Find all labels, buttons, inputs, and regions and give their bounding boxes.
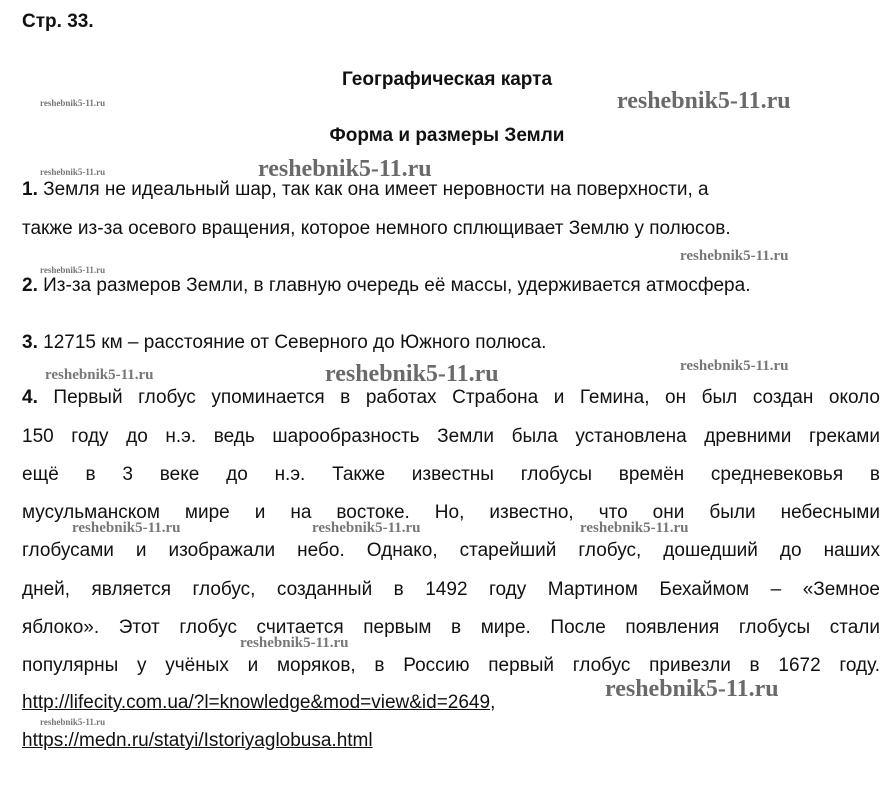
answer-text: Первый глобус упоминается в работах Страбона и Гемина, он был создан около xyxy=(53,387,880,408)
watermark: reshebnik5-11.ru xyxy=(680,248,789,264)
watermark: reshebnik5-11.ru xyxy=(312,520,421,536)
page-title: Географическая карта xyxy=(341,69,553,90)
answer-text: Из-за размеров Земли, в главную очередь её массы, удерживается атмосфера. xyxy=(43,275,751,296)
watermark: reshebnik5-11.ru xyxy=(680,358,789,374)
watermark: reshebnik5-11.ru xyxy=(40,717,106,727)
item-number: 2. xyxy=(22,275,38,296)
watermark: reshebnik5-11.ru xyxy=(325,361,499,387)
answer-text: яблоко». Этот глобус считается первым в мире. После появления глобусы стали xyxy=(22,617,880,638)
watermark: reshebnik5-11.ru xyxy=(40,167,106,177)
answer-text: 150 году до н.э. ведь шарообразность Земли была установлена древними греками xyxy=(22,426,880,447)
source-link-medn[interactable]: https://medn.ru/statyi/Istoriyaglobusa.html xyxy=(22,730,373,751)
answer-text: также из-за осевого вращения, которое немного сплющивает Землю у полюсов. xyxy=(22,218,731,239)
item-number: 4. xyxy=(22,387,38,408)
answer-text: мусульманском мире и на востоке. Но, известно, что они были небесными xyxy=(22,502,880,523)
answer-text: популярны у учёных и моряков, в Россию первый глобус привезли в 1672 году. xyxy=(22,655,880,676)
answer-text: дней, является глобус, созданный в 1492 году Мартином Бехаймом – «Земное xyxy=(22,579,880,600)
watermark: reshebnik5-11.ru xyxy=(617,88,791,114)
watermark: reshebnik5-11.ru xyxy=(258,156,432,182)
watermark: reshebnik5-11.ru xyxy=(580,520,689,536)
answer-text: 12715 км – расстояние от Северного до Южного полюса. xyxy=(43,332,547,353)
section-title: Форма и размеры Земли xyxy=(329,125,565,146)
watermark: reshebnik5-11.ru xyxy=(240,635,349,651)
answer-text: глобусами и изображали небо. Однако, старейший глобус, дошедший до наших xyxy=(22,540,880,561)
watermark: reshebnik5-11.ru xyxy=(40,98,106,108)
answer-text: ещё в 3 веке до н.э. Также известны глобусы времён средневековья в xyxy=(22,464,880,485)
item-number: 3. xyxy=(22,332,38,353)
source-link-lifecity[interactable]: http://lifecity.com.ua/?l=knowledge&mod=view&id=2649 xyxy=(22,692,491,713)
link-separator: , xyxy=(490,692,496,713)
answer-text: Земля не идеальный шар, так как она имеет неровности на поверхности, а xyxy=(43,179,709,200)
watermark: reshebnik5-11.ru xyxy=(40,265,106,275)
item-number: 1. xyxy=(22,179,38,200)
watermark: reshebnik5-11.ru xyxy=(605,676,779,702)
watermark: reshebnik5-11.ru xyxy=(72,520,181,536)
watermark: reshebnik5-11.ru xyxy=(45,367,154,383)
page-label: Стр. 33. xyxy=(22,11,94,32)
